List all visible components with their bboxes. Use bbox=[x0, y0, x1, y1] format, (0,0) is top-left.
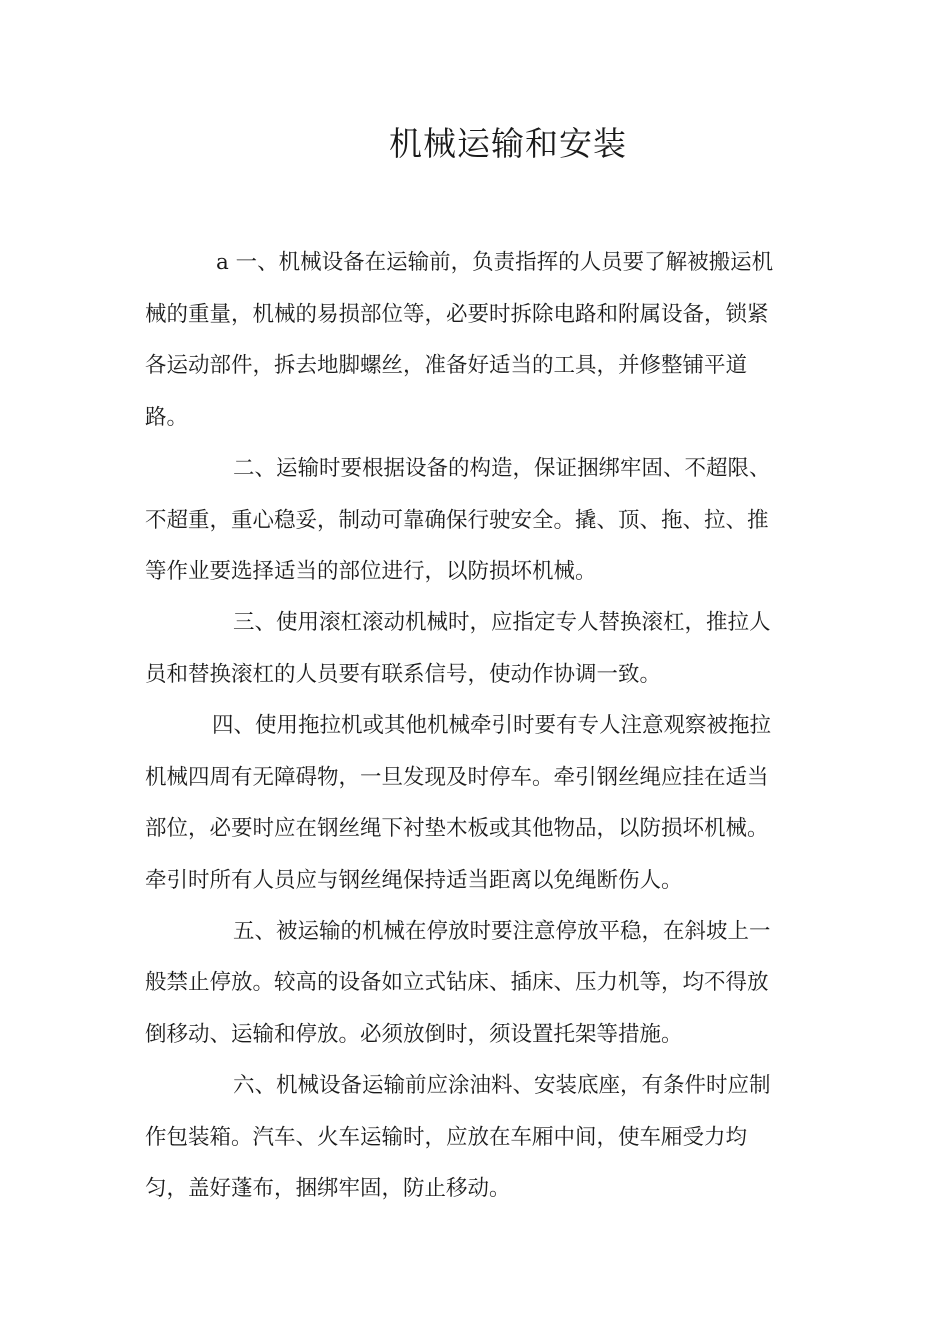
paragraph-5-line-2: 般禁止停放。较高的设备如立式钻床、插床、压力机等，均不得放 bbox=[145, 970, 769, 995]
paragraph-1-line-2: 械的重量，机械的易损部位等，必要时拆除电路和附属设备，锁紧 bbox=[145, 302, 769, 327]
document-title: 机械运输和安装 bbox=[389, 124, 627, 163]
paragraph-6-line-1: 六、机械设备运输前应涂油料、安装底座，有条件时应制 bbox=[233, 1073, 771, 1098]
paragraph-1-line-3: 各运动部件，拆去地脚螺丝，准备好适当的工具，并修整铺平道 bbox=[145, 353, 748, 378]
paragraph-4-line-2: 机械四周有无障碍物，一旦发现及时停车。牵引钢丝绳应挂在适当 bbox=[145, 765, 769, 790]
paragraph-3-line-1: 三、使用滚杠滚动机械时，应指定专人替换滚杠，推拉人 bbox=[233, 610, 771, 635]
paragraph-1-line-4: 路。 bbox=[145, 405, 189, 430]
paragraph-5-line-3: 倒移动、运输和停放。必须放倒时，须设置托架等措施。 bbox=[145, 1022, 683, 1047]
paragraph-1-line-1: a 一、机械设备在运输前，负责指挥的人员要了解被搬运机 bbox=[216, 250, 774, 275]
paragraph-2-line-3: 等作业要选择适当的部位进行，以防损坏机械。 bbox=[145, 559, 597, 584]
paragraph-6-line-3: 匀，盖好蓬布，捆绑牢固，防止移动。 bbox=[145, 1176, 511, 1201]
paragraph-2-line-2: 不超重，重心稳妥，制动可靠确保行驶安全。撬、顶、拖、拉、推 bbox=[145, 508, 769, 533]
paragraph-5-line-1: 五、被运输的机械在停放时要注意停放平稳，在斜坡上一 bbox=[233, 919, 771, 944]
paragraph-4-line-4: 牵引时所有人员应与钢丝绳保持适当距离以免绳断伤人。 bbox=[145, 868, 683, 893]
paragraph-2-line-1: 二、运输时要根据设备的构造，保证捆绑牢固、不超限、 bbox=[233, 456, 771, 481]
paragraph-3-line-2: 员和替换滚杠的人员要有联系信号，使动作协调一致。 bbox=[145, 662, 662, 687]
paragraph-6-line-2: 作包装箱。汽车、火车运输时，应放在车厢中间，使车厢受力均 bbox=[145, 1125, 748, 1150]
paragraph-4-line-1: 四、使用拖拉机或其他机械牵引时要有专人注意观察被拖拉 bbox=[212, 713, 772, 738]
paragraph-4-line-3: 部位，必要时应在钢丝绳下衬垫木板或其他物品，以防损坏机械。 bbox=[145, 816, 769, 841]
